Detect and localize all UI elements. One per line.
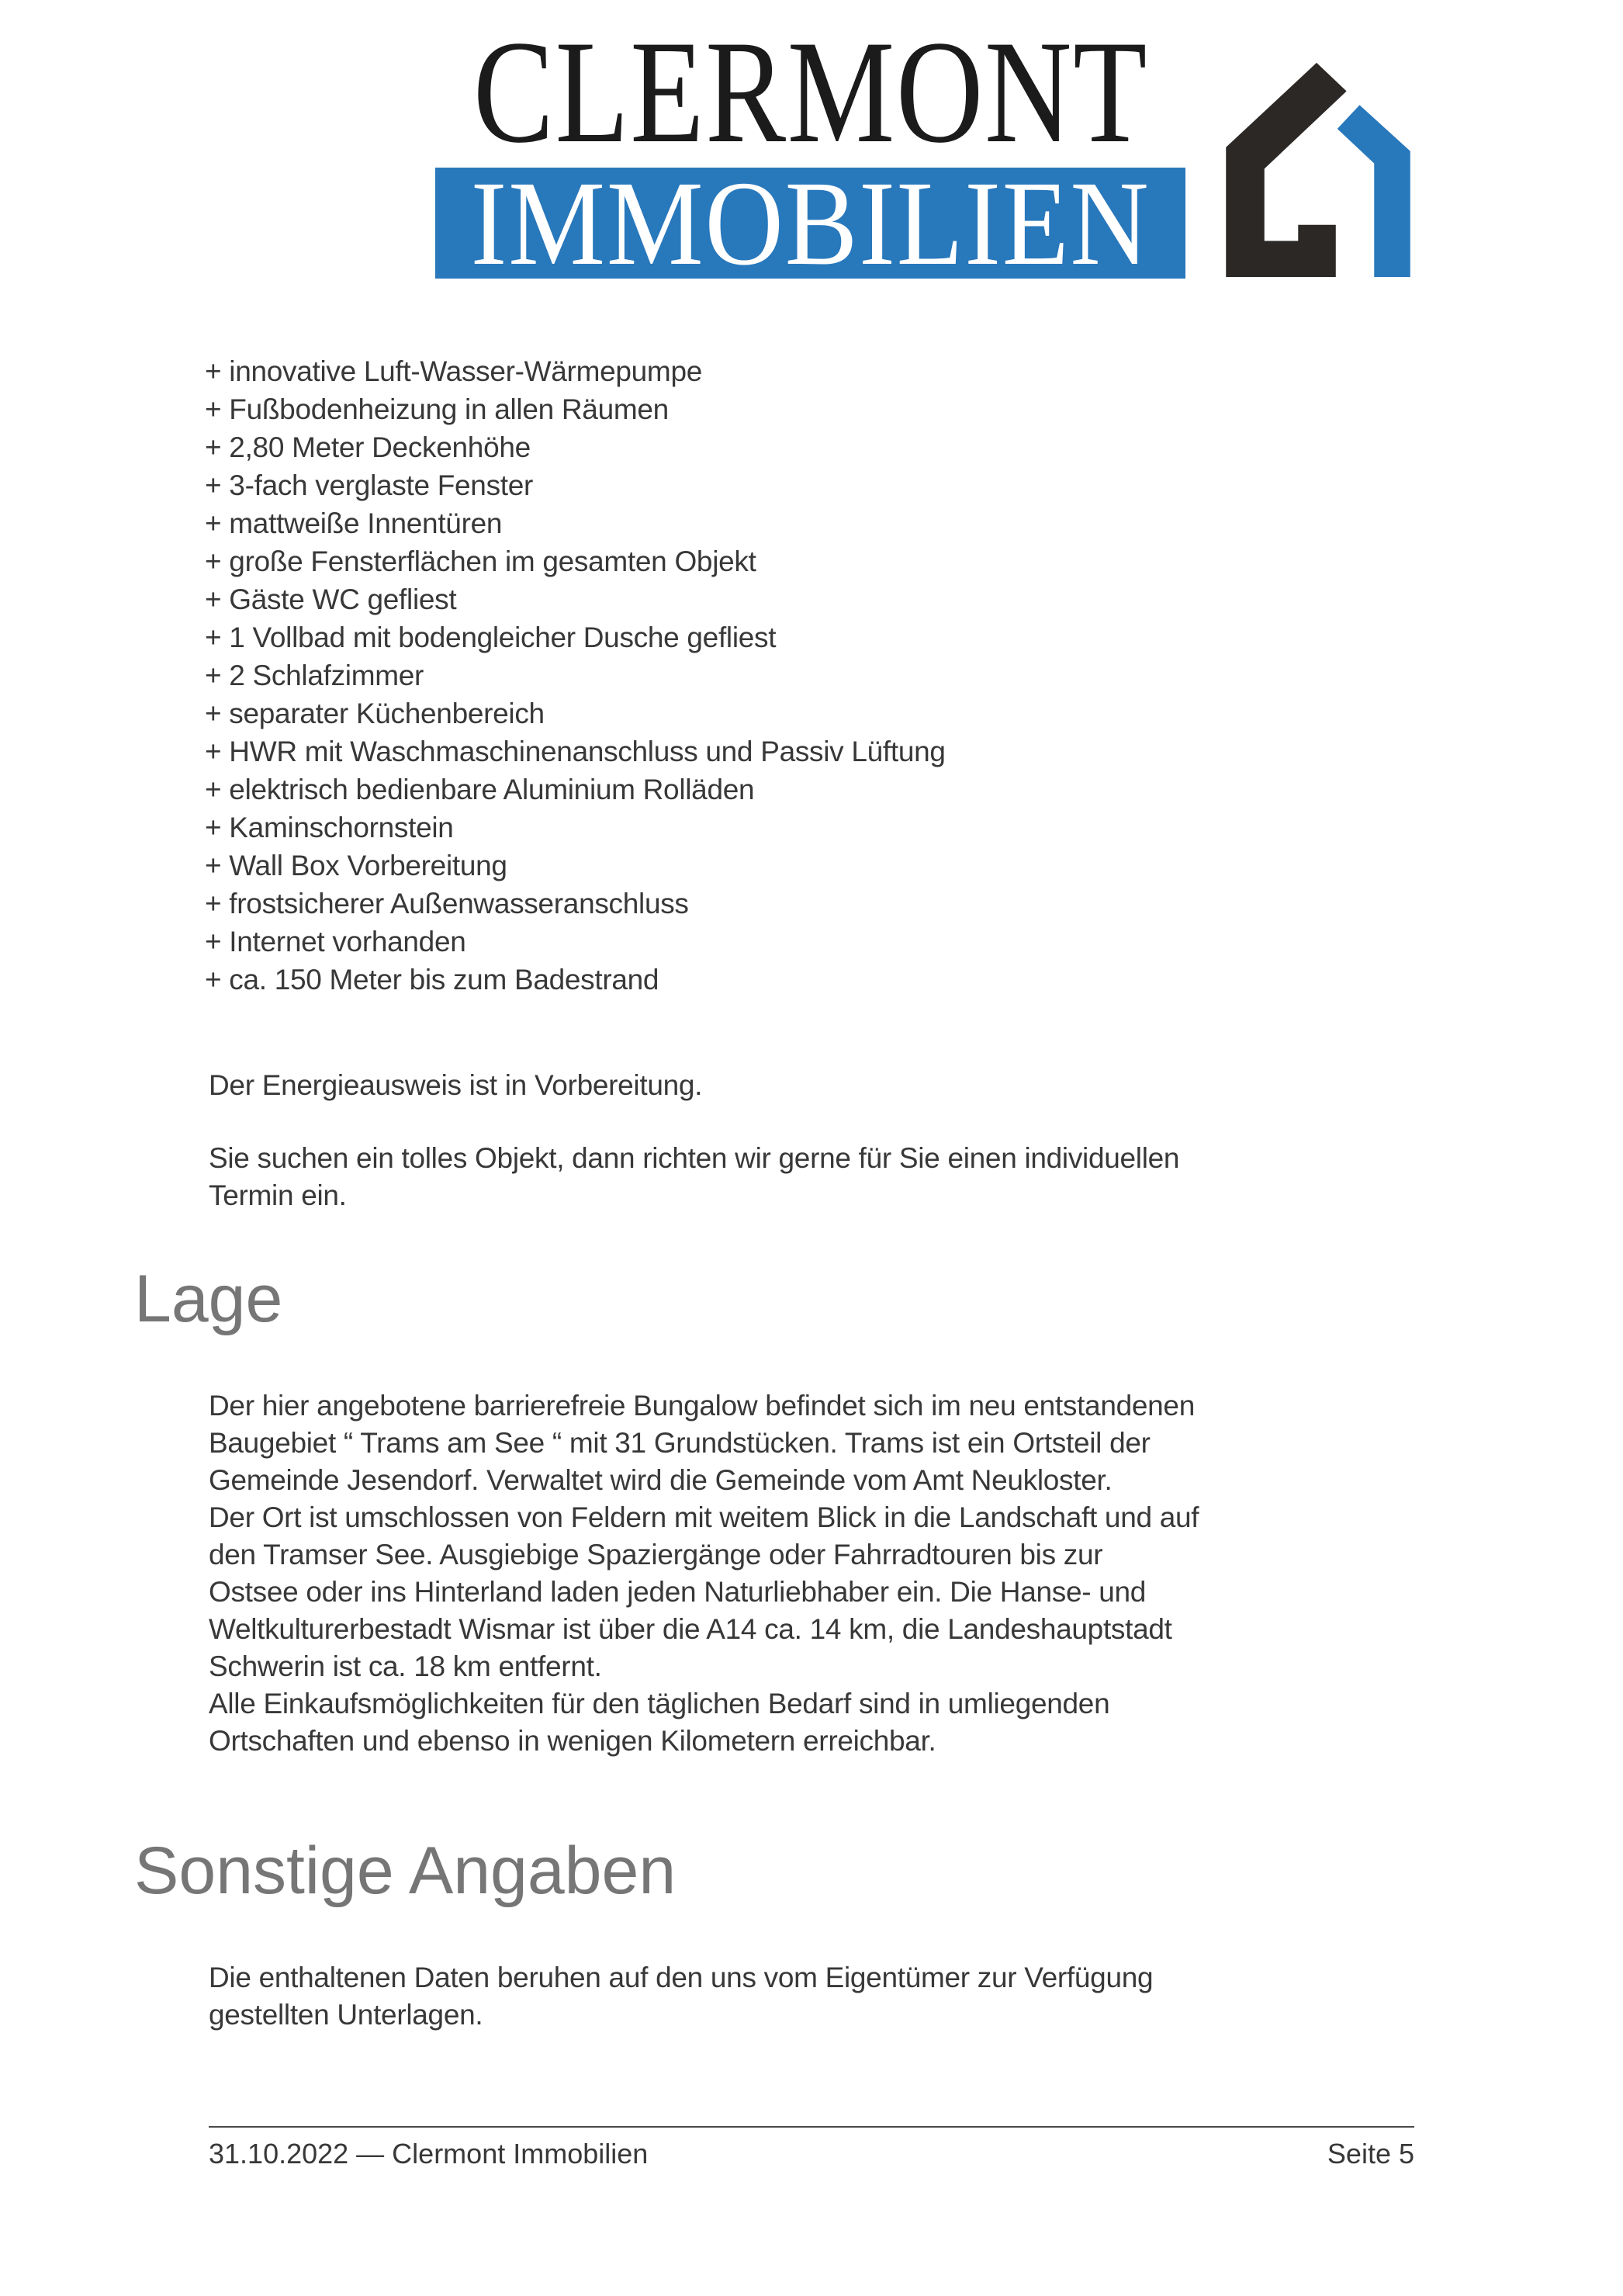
text-line: + 2,80 Meter Deckenhöhe xyxy=(205,431,531,463)
text-line: + große Fensterflächen im gesamten Objekt xyxy=(205,545,756,577)
text-line: Der Energieausweis ist in Vorbereitung. xyxy=(209,1069,703,1101)
section-heading-sonstige-angaben: Sonstige Angaben xyxy=(134,1834,677,1908)
text-line: + Gäste WC gefliest xyxy=(205,584,457,615)
paragraph-termin xyxy=(209,1140,1179,1214)
paragraph-energieausweis xyxy=(209,1067,702,1104)
text-line: Der Ort ist umschlossen von Feldern mit weitem Blick in die Landschaft und auf xyxy=(209,1501,1199,1533)
text-line: + Wall Box Vorbereitung xyxy=(205,850,507,881)
text-line: Baugebiet “ Trams am See “ mit 31 Grundstücken. Trams ist ein Ortsteil der xyxy=(209,1427,1151,1459)
text-line: Gemeinde Jesendorf. Verwaltet wird die Gemeinde vom Amt Neukloster. xyxy=(209,1464,1113,1496)
text-line: Schwerin ist ca. 18 km entfernt. xyxy=(209,1650,602,1682)
footer-page-number: Seite 5 xyxy=(1327,2138,1414,2170)
text-line: Sie suchen ein tolles Objekt, dann richten wir gerne für Sie einen individuellen xyxy=(209,1142,1180,1174)
text-line: + mattweiße Innentüren xyxy=(205,507,503,539)
text-line: gestellten Unterlagen. xyxy=(209,1999,483,2031)
text-line: + 2 Schlafzimmer xyxy=(205,660,424,691)
text-line: + elektrisch bedienbare Aluminium Rolläden xyxy=(205,774,755,805)
text-line: Termin ein. xyxy=(209,1179,347,1211)
page-footer xyxy=(209,2137,1414,2171)
text-line: Ostsee oder ins Hinterland laden jeden Naturliebhaber ein. Die Hanse- und xyxy=(209,1576,1147,1608)
house-icon xyxy=(1223,57,1415,280)
text-line: Alle Einkaufsmöglichkeiten für den täglichen Bedarf sind in umliegenden xyxy=(209,1688,1110,1719)
text-line: + 1 Vollbad mit bodengleicher Dusche gefliest xyxy=(205,622,777,653)
house-icon-left-shape xyxy=(1226,63,1346,277)
text-line: + ca. 150 Meter bis zum Badestrand xyxy=(205,964,659,996)
house-icon-right-shape xyxy=(1338,105,1410,277)
text-line: + frostsicherer Außenwasseranschluss xyxy=(205,888,689,919)
text-line: den Tramser See. Ausgiebige Spaziergänge oder Fahrradtouren bis zur xyxy=(209,1539,1103,1570)
footer-date-company: 31.10.2022 — Clermont Immobilien xyxy=(209,2138,649,2170)
paragraph-sonstige-angaben xyxy=(209,1959,1153,2034)
footer-divider xyxy=(209,2126,1414,2128)
text-line: + Fußbodenheizung in allen Räumen xyxy=(205,393,669,425)
logo-band xyxy=(435,11,1185,290)
logo-wordmark-clermont: CLERMONT xyxy=(472,11,1148,174)
text-line: + separater Küchenbereich xyxy=(205,698,545,729)
text-line: Ortschaften und ebenso in wenigen Kilometern erreichbar. xyxy=(209,1725,936,1757)
section-heading-lage: Lage xyxy=(134,1262,283,1336)
text-line: + Internet vorhanden xyxy=(205,926,466,958)
logo-wordmark-immobilien: IMMOBILIEN xyxy=(470,155,1151,290)
text-line: Die enthaltenen Daten beruhen auf den uns vom Eigentümer zur Verfügung xyxy=(209,1962,1154,1993)
text-line: Weltkulturerbestadt Wismar ist über die A14 ca. 14 km, die Landeshauptstadt xyxy=(209,1613,1172,1645)
text-line: + innovative Luft-Wasser-Wärmepumpe xyxy=(205,355,703,387)
feature-list xyxy=(205,352,946,999)
paragraph-lage xyxy=(209,1387,1199,1760)
text-line: + Kaminschornstein xyxy=(205,812,454,843)
text-line: Der hier angebotene barrierefreie Bungalow befindet sich im neu entstandenen xyxy=(209,1390,1195,1422)
text-line: + HWR mit Waschmaschinenanschluss und Passiv Lüftung xyxy=(205,736,946,767)
text-line: + 3-fach verglaste Fenster xyxy=(205,469,534,501)
